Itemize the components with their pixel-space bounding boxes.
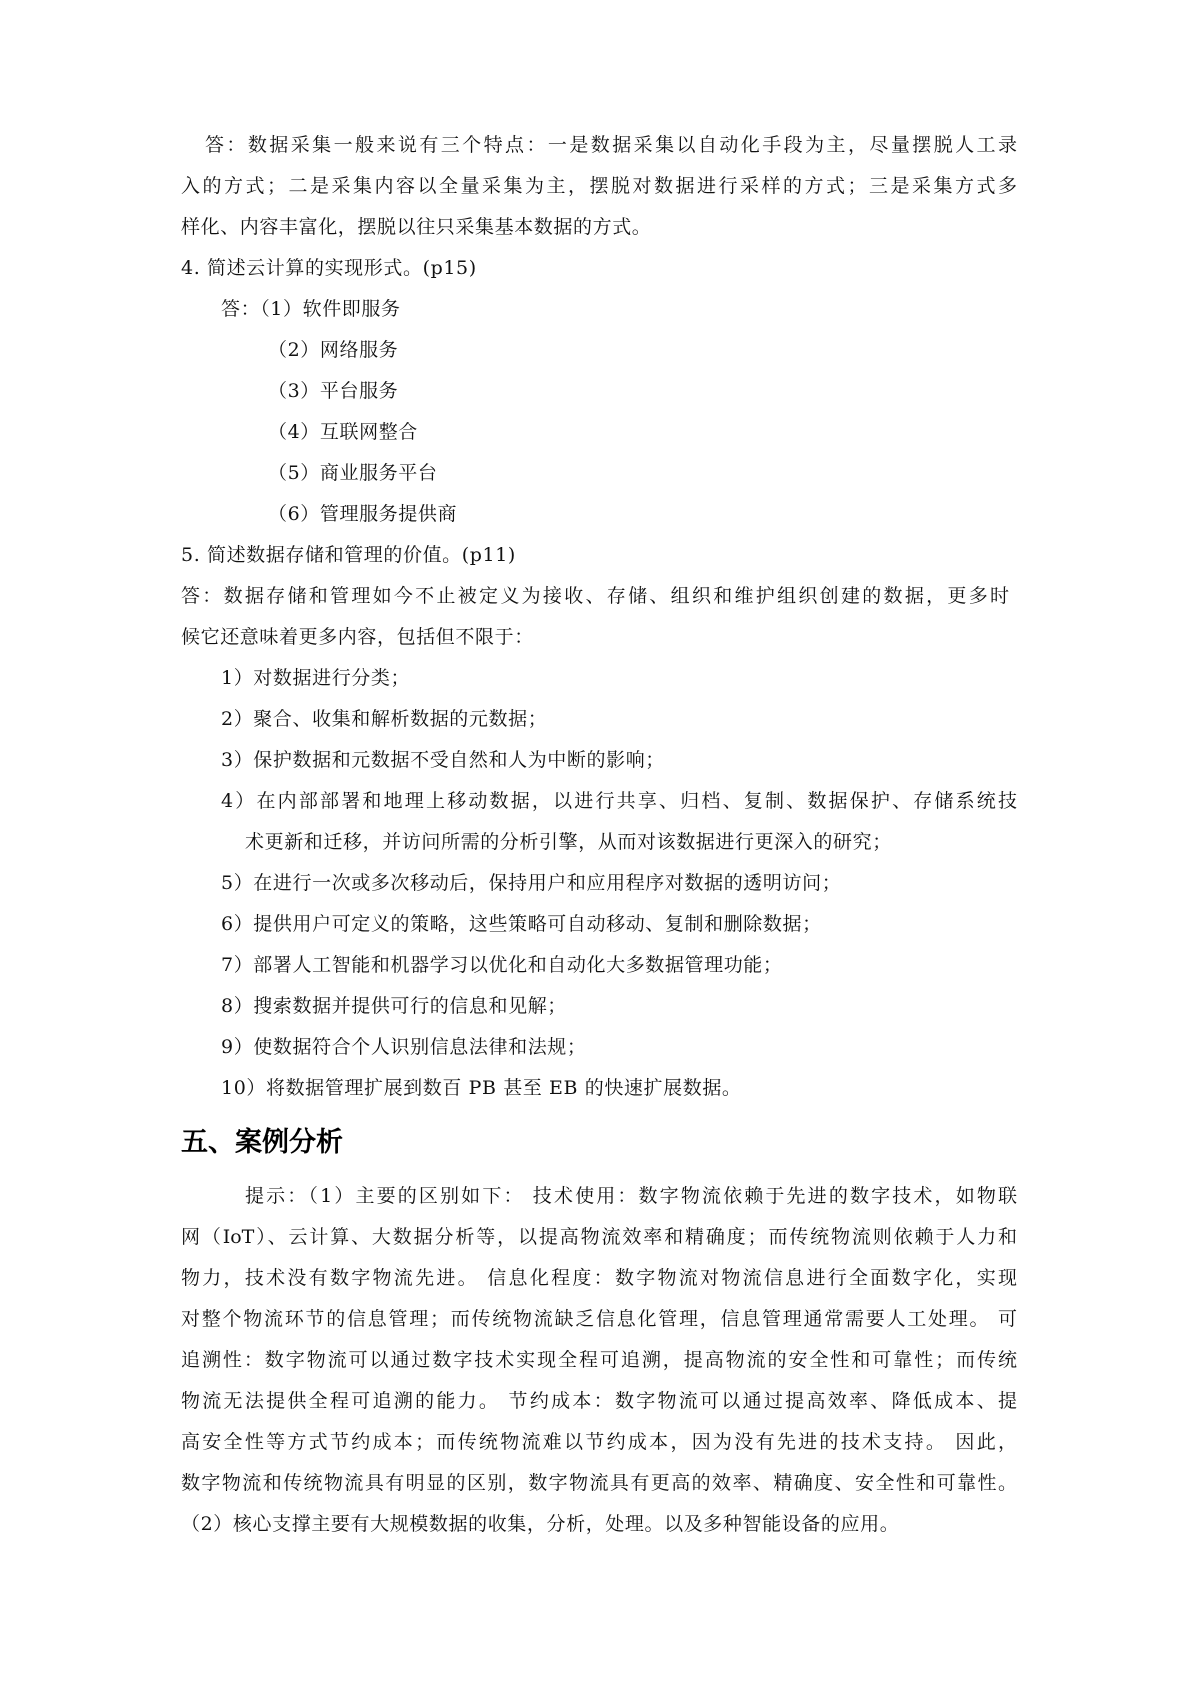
q5-answer-line-1: 答：数据存储和管理如今不止被定义为接收、存储、组织和维护组织创建的数据，更多时	[181, 585, 1009, 607]
case-paragraph-line-7: 高安全性等方式节约成本；而传统物流难以节约成本，因为没有先进的技术支持。 因此，	[181, 1431, 1017, 1453]
q4-answer-item-5: （5）商业服务平台	[268, 462, 438, 484]
q5-list-item-10: 10）将数据管理扩展到数百 PB 甚至 EB 的快速扩展数据。	[221, 1077, 742, 1099]
case-paragraph-line-3: 物力，技术没有数字物流先进。 信息化程度：数字物流对物流信息进行全面数字化，实现	[181, 1267, 1017, 1289]
q4-answer-item-6: （6）管理服务提供商	[268, 503, 458, 525]
q5-list-item-5: 5）在进行一次或多次移动后，保持用户和应用程序对数据的透明访问；	[221, 872, 842, 894]
q5-list-item-2: 2）聚合、收集和解析数据的元数据；	[221, 708, 548, 730]
q5-list-item-9: 9）使数据符合个人识别信息法律和法规；	[221, 1036, 587, 1058]
section-heading-case-analysis: 五、案例分析	[181, 1127, 343, 1158]
case-paragraph-line-9: （2）核心支撑主要有大规模数据的收集，分析，处理。以及多种智能设备的应用。	[181, 1513, 900, 1535]
q3-answer-line-3: 样化、内容丰富化，摆脱以往只采集基本数据的方式。	[181, 216, 652, 238]
q4-answer-item-2: （2）网络服务	[268, 339, 399, 361]
q5-question: 5. 简述数据存储和管理的价值。(p11)	[181, 544, 516, 566]
q5-list-item-1: 1）对数据进行分类；	[221, 667, 411, 689]
q5-list-item-8: 8）搜索数据并提供可行的信息和见解；	[221, 995, 567, 1017]
case-paragraph-line-2: 网（IoT）、云计算、大数据分析等，以提高物流效率和精确度；而传统物流则依赖于人力和	[181, 1226, 1017, 1248]
q5-list-item-4-cont: 术更新和迁移，并访问所需的分析引擎，从而对该数据进行更深入的研究；	[245, 831, 892, 853]
q3-answer-line-1: 答：数据采集一般来说有三个特点：一是数据采集以自动化手段为主，尽量摆脱人工录	[205, 134, 1017, 156]
q4-answer-item-1: 答：（1）软件即服务	[221, 298, 401, 320]
q5-list-item-7: 7）部署人工智能和机器学习以优化和自动化大多数据管理功能；	[221, 954, 783, 976]
case-paragraph-line-5: 追溯性：数字物流可以通过数字技术实现全程可追溯，提高物流的安全性和可靠性；而传统	[181, 1349, 1017, 1371]
q4-question: 4. 简述云计算的实现形式。(p15)	[181, 257, 477, 279]
case-paragraph-line-4: 对整个物流环节的信息管理；而传统物流缺乏信息化管理，信息管理通常需要人工处理。 可	[181, 1308, 1017, 1330]
q3-answer-line-2: 入的方式；二是采集内容以全量采集为主，摆脱对数据进行采样的方式；三是采集方式多	[181, 175, 1017, 197]
q5-list-item-3: 3）保护数据和元数据不受自然和人为中断的影响；	[221, 749, 665, 771]
q5-list-item-6: 6）提供用户可定义的策略，这些策略可自动移动、复制和删除数据；	[221, 913, 822, 935]
case-paragraph-line-8: 数字物流和传统物流具有明显的区别，数字物流具有更高的效率、精确度、安全性和可靠性。	[181, 1472, 1017, 1494]
q5-answer-line-2: 候它还意味着更多内容，包括但不限于：	[181, 626, 534, 648]
case-paragraph-line-6: 物流无法提供全程可追溯的能力。 节约成本：数字物流可以通过提高效率、降低成本、提	[181, 1390, 1017, 1412]
q4-answer-item-4: （4）互联网整合	[268, 421, 418, 443]
case-paragraph-line-1: 提示：（1）主要的区别如下： 技术使用：数字物流依赖于先进的数字技术，如物联	[245, 1185, 1017, 1207]
q5-list-item-4: 4）在内部部署和地理上移动数据，以进行共享、归档、复制、数据保护、存储系统技	[221, 790, 1017, 812]
q4-answer-item-3: （3）平台服务	[268, 380, 399, 402]
